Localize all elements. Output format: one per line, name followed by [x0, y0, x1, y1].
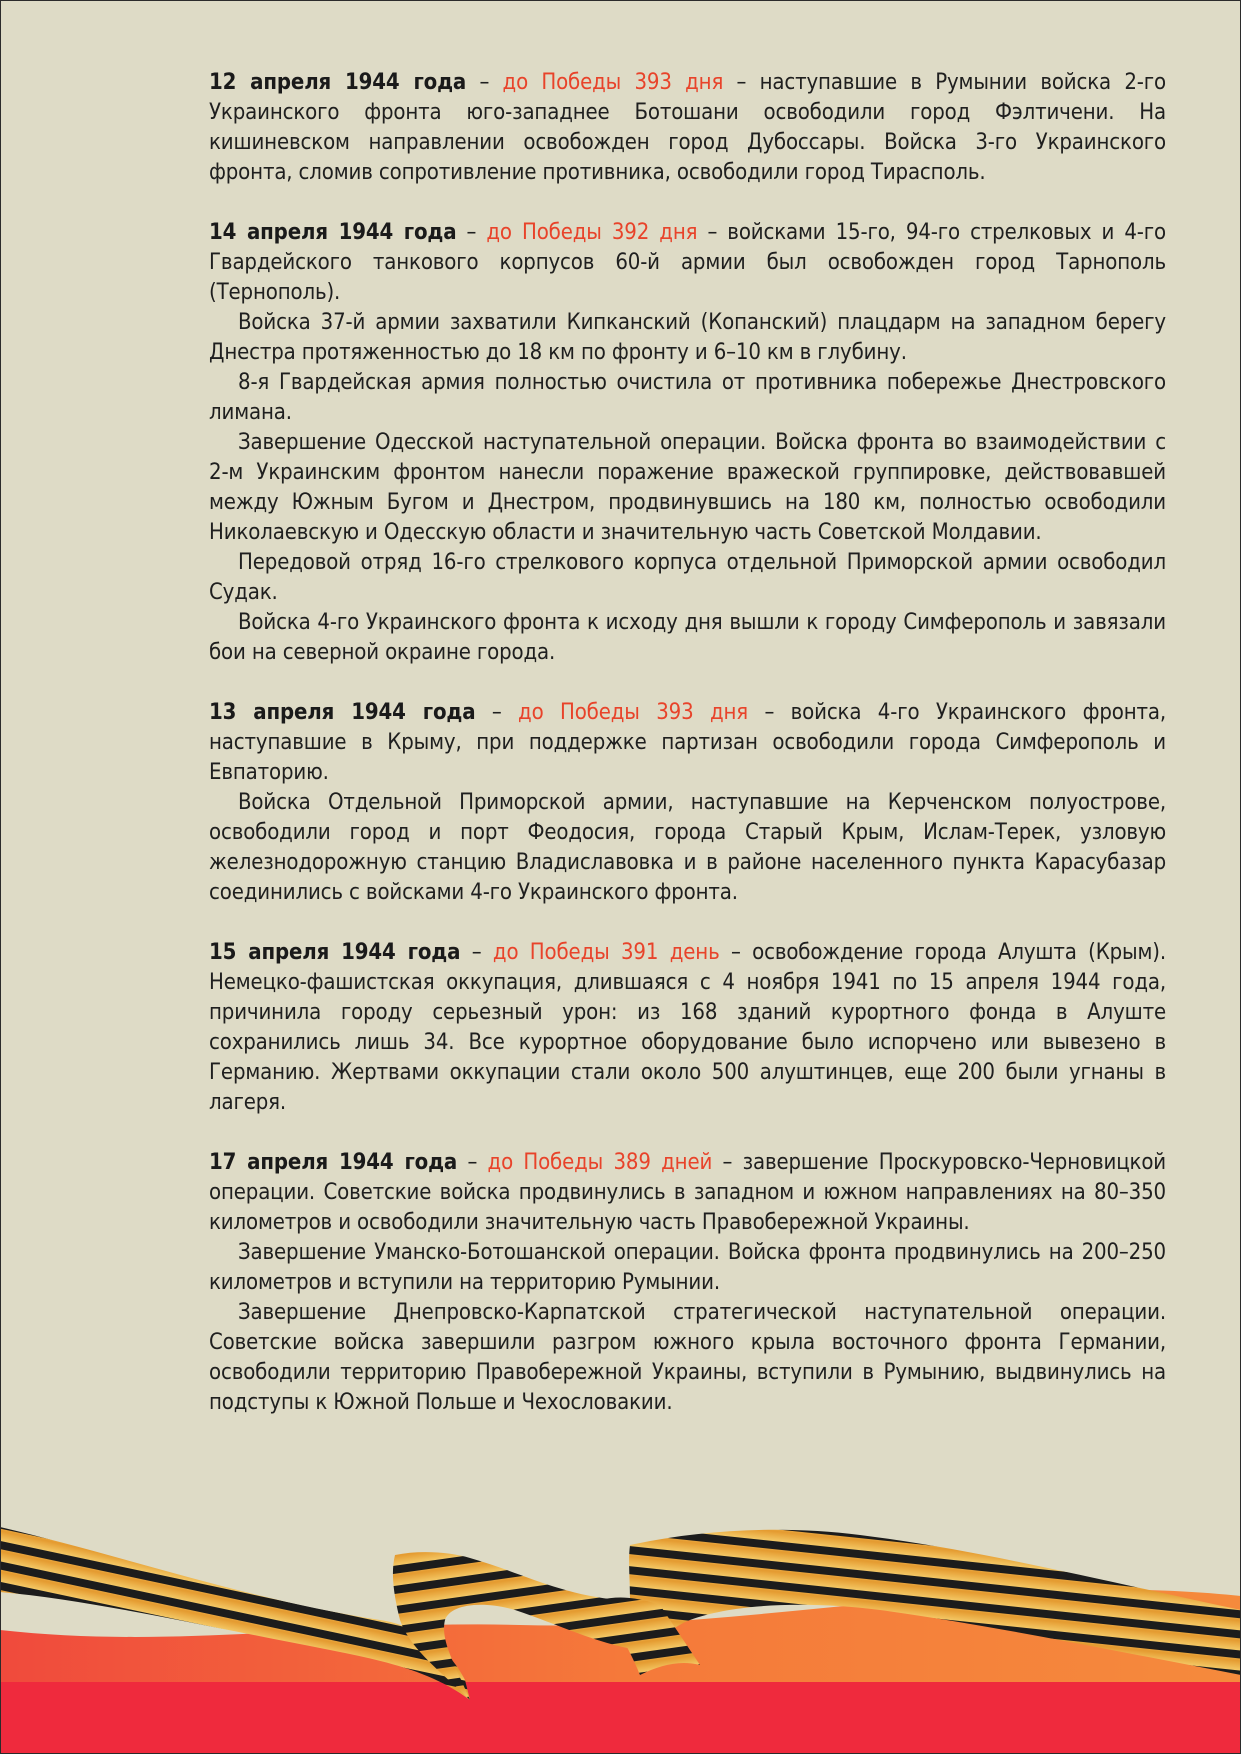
red-band	[0, 1682, 1241, 1754]
document-body	[209, 68, 1166, 1448]
entry-dash: –	[466, 70, 503, 95]
entry-paragraph: Завершение Днепровско-Карпатской стратегической наступательной операции. Советские войска завершили разгром южного крыла восточного фронта Германии, освободили территорию Правобережной Украины, вступили в Румынию, выдвинулись на подступы к Южной Польше и Чехословакии.	[209, 1300, 1166, 1415]
entry-lead	[209, 698, 1166, 788]
entry-dash: –	[460, 940, 493, 965]
entry-paragraph: Завершение Одесской наступательной операции. Войска фронта во взаимодействии с 2-м Украинским фронтом нанесли поражение вражеской группировке, действовавшей между Южным Бугом и Днестром, продвинувшись на 180 км, полностью освободили Николаевскую и Одесскую области и значительную часть Советской Молдавии.	[209, 430, 1166, 545]
entry-text: – освобождение города Алушта (Крым). Немецко-фашистская оккупация, длившаяся с 4 ноября 1941 по 15 апреля 1944 года, причинила городу серьезный урон: из 168 зданий курортного фонда в Алуште сохранились лишь 34. Все курортное оборудование было испорчено или вывезено в Германию. Жертвами оккупации стали около 500 алуштинцев, еще 200 были угнаны в лагеря.	[209, 940, 1167, 1115]
entry-april-14	[209, 218, 1166, 668]
entry-dash: –	[456, 220, 487, 245]
entry-lead	[209, 1148, 1166, 1238]
entry-dash: –	[457, 1150, 488, 1175]
entry-lead	[209, 68, 1166, 188]
entry-april-17	[209, 1148, 1166, 1418]
ribbon-graphic	[0, 1500, 1241, 1754]
entry-paragraph: Войска 37-й армии захватили Кипканский (Копанский) плацдарм на западном берегу Днестра протяженностью до 18 км по фронту и 6–10 км в глубину.	[209, 310, 1166, 365]
entry-lead	[209, 218, 1166, 308]
entry-date: 15 апреля 1944 года	[209, 940, 461, 965]
entry-date: 14 апреля 1944 года	[209, 220, 457, 245]
entry-dash: –	[475, 700, 519, 725]
entry-date: 13 апреля 1944 года	[209, 700, 476, 725]
victory-countdown: до Победы 392 дня	[486, 220, 698, 245]
st-george-ribbon-footer	[0, 1500, 1241, 1754]
entry-april-13	[209, 698, 1166, 908]
entry-text: – войска 4-го Украинского фронта, наступавшие в Крыму, при поддержке партизан освободили города Симферополь и Евпаторию.	[209, 700, 1166, 785]
entry-date: 17 апреля 1944 года	[209, 1150, 458, 1175]
entry-text: – наступавшие в Румынии войска 2-го Украинского фронта юго-западнее Ботошани освободили город Фэлтичени. На кишиневском направлении освобожден город Дубоссары. Войска 3-го Украинского фронта, сломив сопротивление противника, освободили город Тирасполь.	[209, 70, 1166, 185]
entry-paragraph: 8-я Гвардейская армия полностью очистила от противника побережье Днестровского лимана.	[209, 370, 1166, 425]
entry-text: – завершение Проскуровско-Черновицкой операции. Советские войска продвинулись в западном и южном направлениях на 80–350 километров и освободили значительную часть Правобережной Украины.	[209, 1150, 1166, 1235]
victory-countdown: до Победы 391 день	[492, 940, 720, 965]
victory-countdown: до Победы 393 дня	[502, 70, 724, 95]
entry-date: 12 апреля 1944 года	[209, 70, 467, 95]
entry-paragraph: Передовой отряд 16-го стрелкового корпуса отдельной Приморской армии освободил Судак.	[209, 550, 1166, 605]
entry-april-12	[209, 68, 1166, 188]
victory-countdown: до Победы 389 дней	[487, 1150, 713, 1175]
entry-april-15	[209, 938, 1166, 1118]
entry-paragraph: Войска Отдельной Приморской армии, наступавшие на Керченском полуострове, освободили город и порт Феодосия, города Старый Крым, Ислам-Терек, узловую железнодорожную станцию Владиславовка и в районе населенного пункта Карасубазар соединились с войсками 4-го Украинского фронта.	[209, 790, 1166, 905]
entry-lead	[209, 938, 1166, 1118]
entry-paragraph: Войска 4-го Украинского фронта к исходу дня вышли к городу Симферополь и завязали бои на северной окраине города.	[209, 610, 1166, 665]
victory-countdown: до Победы 393 дня	[518, 700, 749, 725]
entry-text: – войсками 15-го, 94-го стрелковых и 4-го Гвардейского танкового корпусов 60-й армии был освобожден город Тарнополь (Тернополь).	[209, 220, 1166, 305]
entry-paragraph: Завершение Уманско-Ботошанской операции. Войска фронта продвинулись на 200–250 километров и вступили на территорию Румынии.	[209, 1240, 1166, 1295]
